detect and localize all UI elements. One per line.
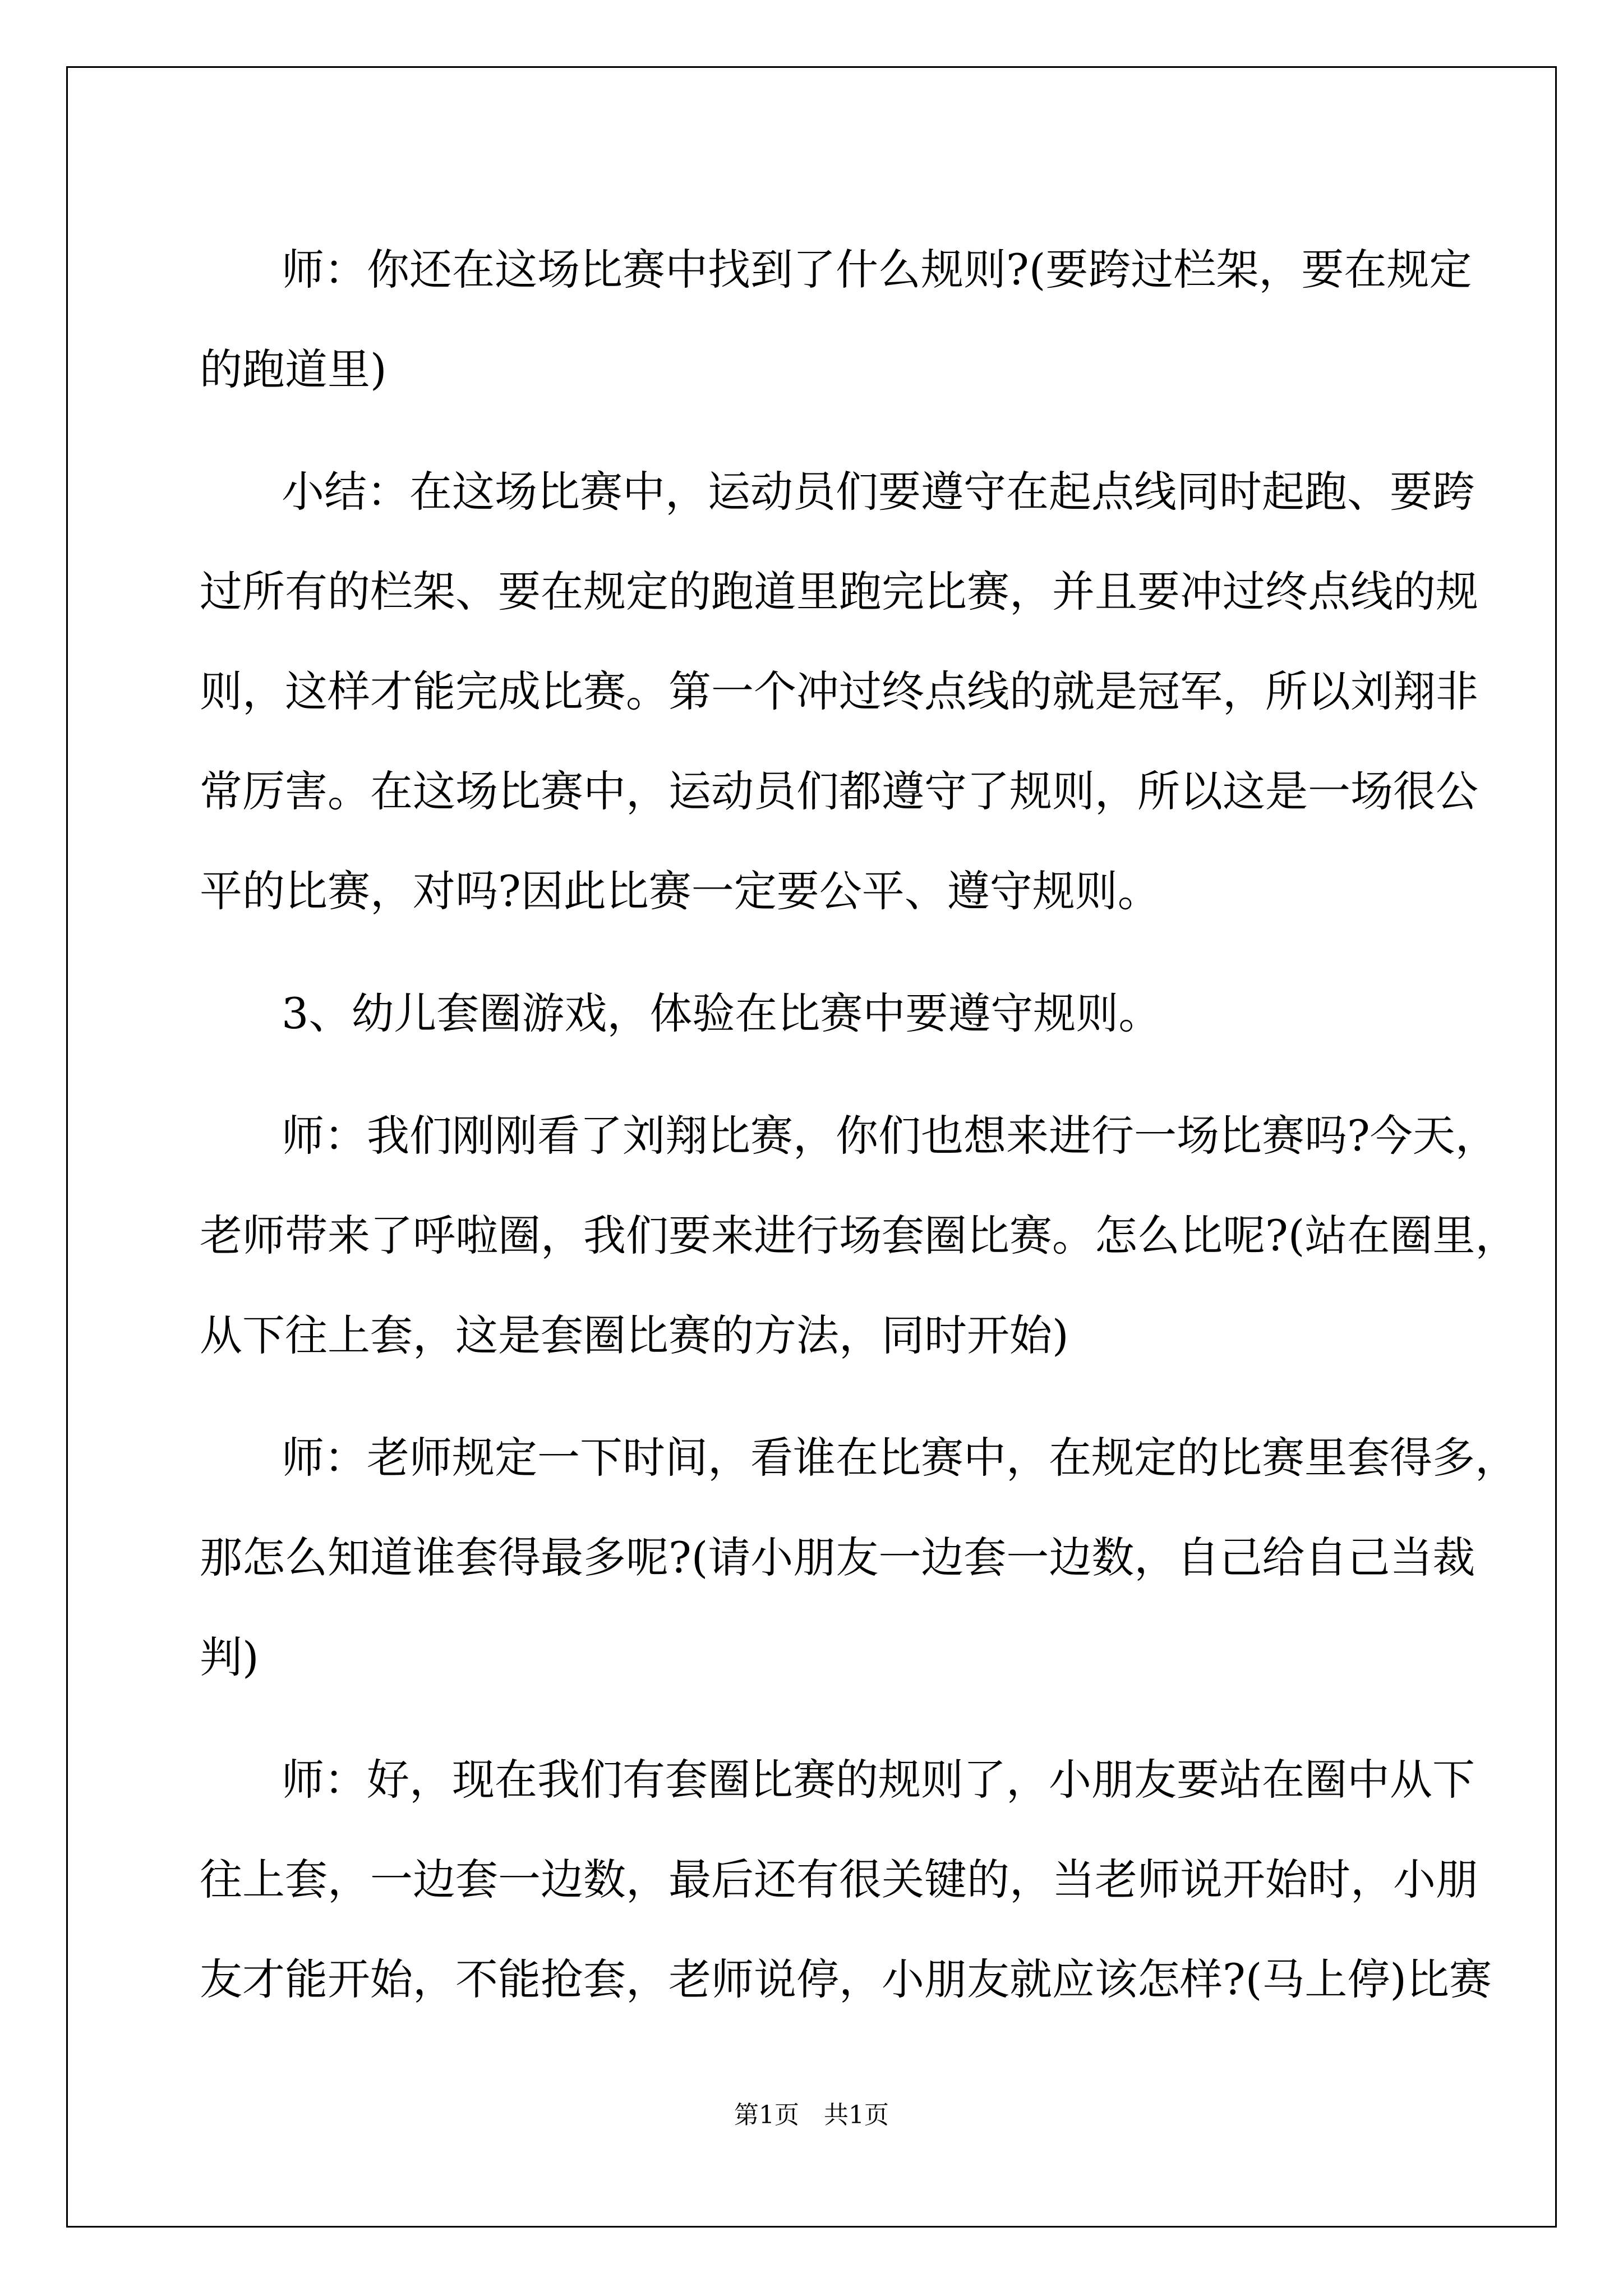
text-line: 常厉害。在这场比赛中，运动员们都遵守了规则，所以这是一场很公	[200, 766, 1478, 816]
paragraph	[200, 964, 1433, 1064]
text-line: 师：好，现在我们有套圈比赛的规则了，小朋友要站在圈中从下	[282, 1755, 1475, 1805]
paragraph	[200, 1408, 1518, 1708]
text-line: 3、幼儿套圈游戏，体验在比赛中要遵守规则。	[282, 988, 1161, 1038]
page-footer	[0, 2095, 1623, 2131]
text-line: 师：老师规定一下时间，看谁在比赛中，在规定的比赛里套得多，	[282, 1433, 1518, 1483]
paragraph	[200, 442, 1478, 941]
paragraph	[200, 220, 1472, 420]
text-line: 那怎么知道谁套得最多呢?(请小朋友一边套一边数，自己给自己当裁	[200, 1533, 1476, 1582]
page-number: 第1页 共1页	[734, 2101, 889, 2129]
paragraph	[200, 1730, 1492, 2030]
text-line: 往上套，一边套一边数，最后还有很关键的，当老师说开始时，小朋	[200, 1855, 1478, 1904]
text-line: 从下往上套，这是套圈比赛的方法，同时开始)	[200, 1310, 1069, 1360]
text-line: 的跑道里)	[200, 344, 387, 394]
text-line: 判)	[200, 1632, 259, 1682]
document-body	[200, 220, 1518, 2052]
text-line: 小结：在这场比赛中，运动员们要遵守在起点线同时起跑、要跨	[282, 467, 1475, 517]
text-line: 师：我们刚刚看了刘翔比赛，你们也想来进行一场比赛吗?今天，	[282, 1111, 1498, 1161]
text-line: 师：你还在这场比赛中找到了什么规则?(要跨过栏架，要在规定	[282, 245, 1472, 295]
text-line: 平的比赛，对吗?因此比赛一定要公平、遵守规则。	[200, 866, 1160, 916]
text-line: 老师带来了呼啦圈，我们要来进行场套圈比赛。怎么比呢?(站在圈里，	[200, 1211, 1518, 1260]
text-line: 则，这样才能完成比赛。第一个冲过终点线的就是冠军，所以刘翔非	[200, 666, 1478, 716]
text-line: 过所有的栏架、要在规定的跑道里跑完比赛，并且要冲过终点线的规	[200, 567, 1478, 616]
text-line: 友才能开始，不能抢套，老师说停，小朋友就应该怎样?(马上停)比赛	[200, 1954, 1492, 2004]
paragraph	[200, 1086, 1518, 1386]
